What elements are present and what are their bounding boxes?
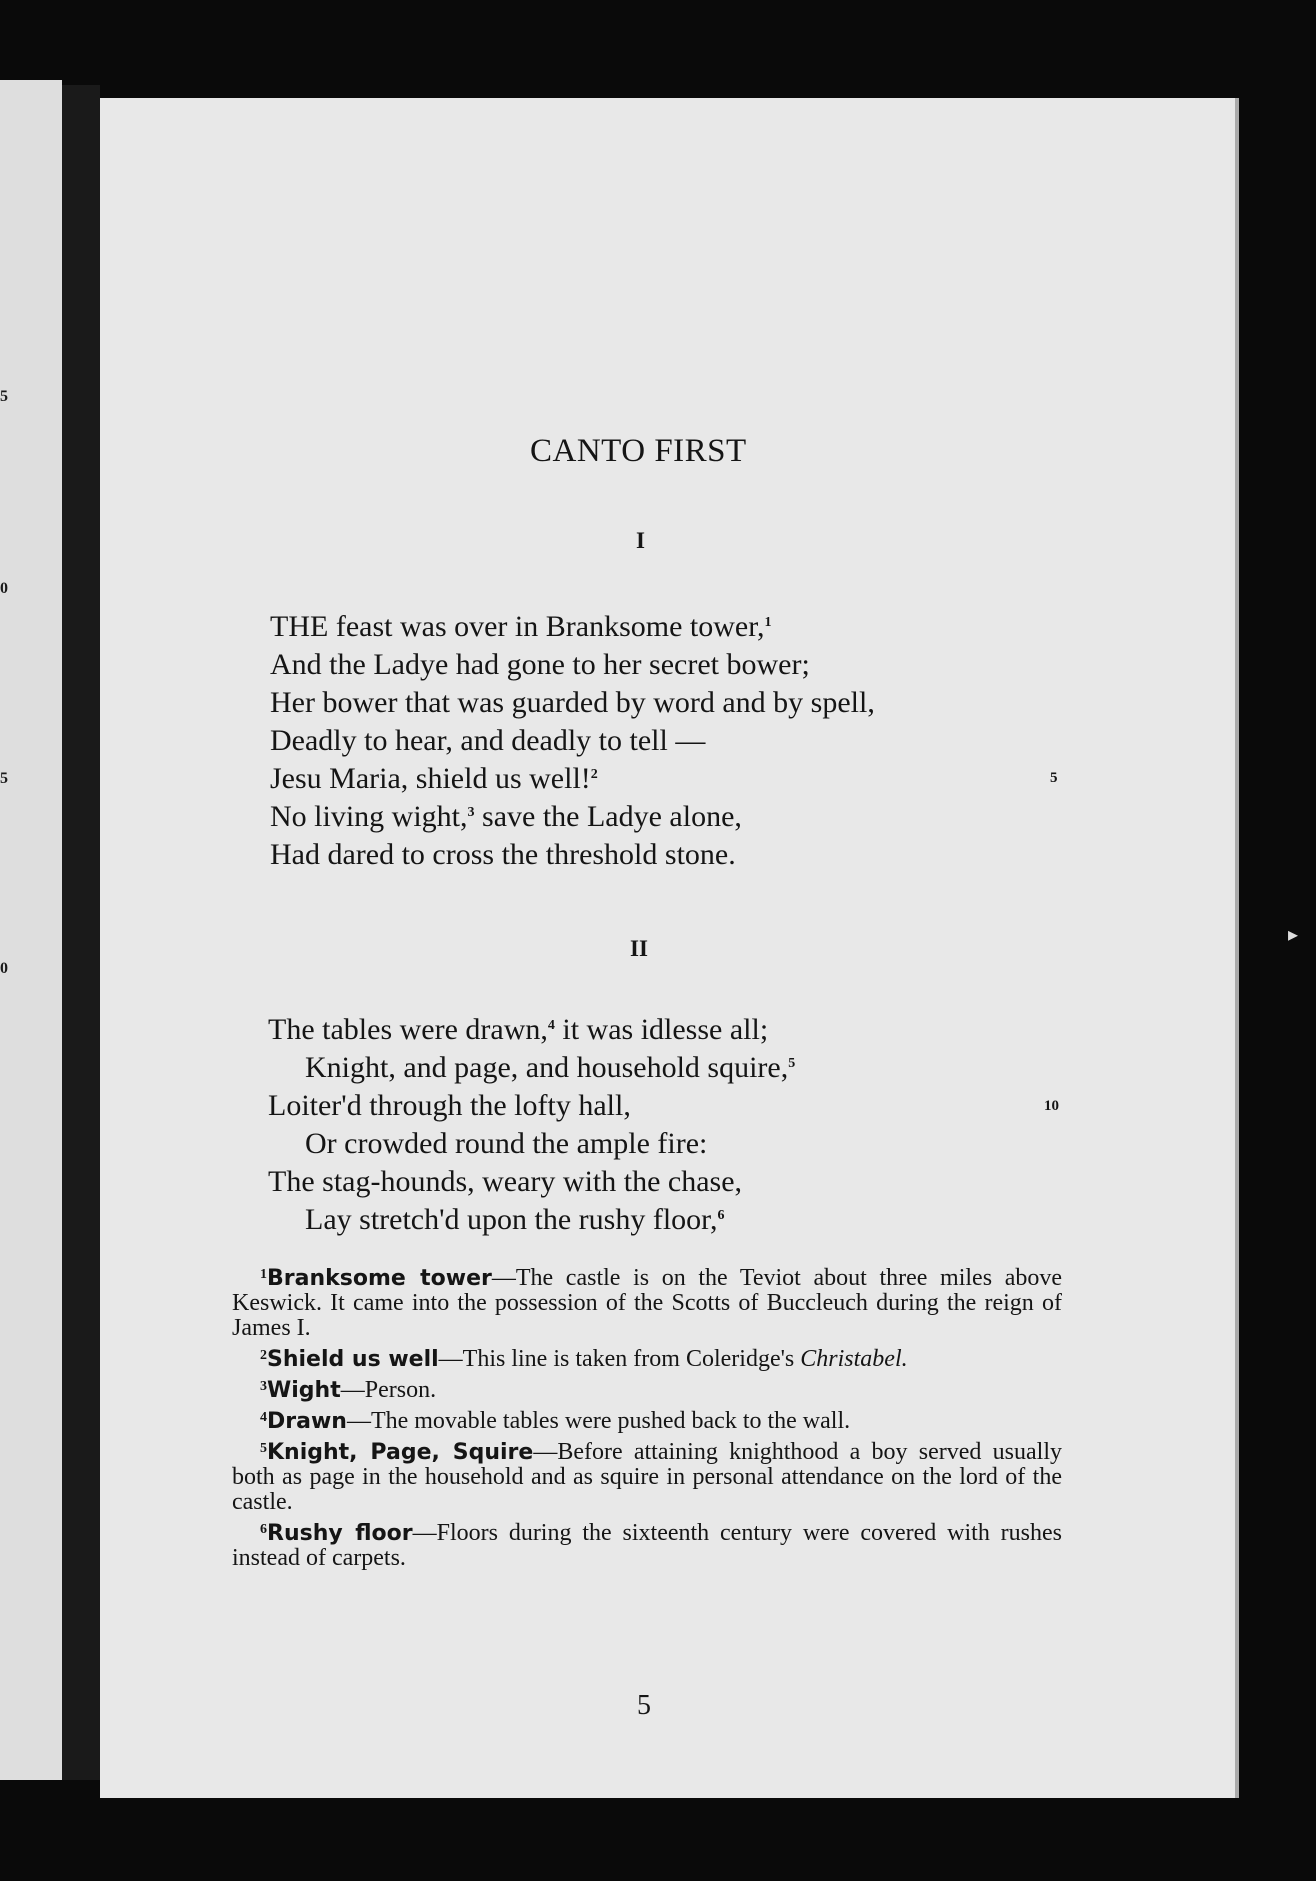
footnote-marker: 4 xyxy=(547,1018,555,1033)
verse-line: The stag-hounds, weary with the chase, xyxy=(268,1165,743,1198)
stanza-numeral: II xyxy=(630,936,648,961)
book-gutter xyxy=(62,85,100,1780)
line-number: 0 xyxy=(0,960,8,977)
stanza-numeral: I xyxy=(636,528,645,553)
footnote: $^1$Branksome tower—The castle is on the Teviot about three miles above Keswick. It came into the possession of the Scotts of Buccleuch during the reign of James I. xyxy=(232,1265,1062,1341)
footnote-marker: 3 xyxy=(467,805,475,820)
verse-line: Deadly to hear, and deadly to tell — xyxy=(270,724,706,757)
verse-line: Had dared to cross the threshold stone. xyxy=(270,838,736,871)
line-number: 10 xyxy=(1044,1098,1059,1114)
verse-line: Knight, and page, and household squire,$^5$ xyxy=(305,1051,796,1084)
footnote: $^5$Knight, Page, Squire—Before attaining knighthood a boy served usually both as page in the household and as squire in personal attendance on the lord of the castle. xyxy=(232,1439,1062,1515)
verse-line: Or crowded round the ample fire: xyxy=(305,1127,708,1160)
page-edge-shadow xyxy=(1235,98,1239,1798)
verse-line: Lay stretch'd upon the rushy floor,$^6$ xyxy=(305,1203,725,1236)
verse-line: Jesu Maria, shield us well!$^2$ xyxy=(270,762,598,795)
verse-line: THE feast was over in Branksome tower,$^1$ xyxy=(270,610,772,643)
footnote-marker: 1 xyxy=(764,615,772,630)
book-page xyxy=(100,98,1235,1798)
page-number: 5 xyxy=(637,1690,651,1721)
line-number: 0 xyxy=(0,580,8,597)
footnote: $^6$Rushy floor—Floors during the sixteenth century were covered with rushes instead of carpets. xyxy=(232,1520,1062,1571)
footnote: $^2$Shield us well—This line is taken from Coleridge's Christabel. xyxy=(260,1346,908,1372)
canto-title: CANTO FIRST xyxy=(530,433,747,469)
line-number: 5 xyxy=(0,388,8,405)
verse-line: Her bower that was guarded by word and by spell, xyxy=(270,686,875,719)
scan-speck: ▸ xyxy=(1288,924,1299,946)
facing-page-edge xyxy=(0,80,62,1780)
verse-line: The tables were drawn,$^4$ it was idlesse all; xyxy=(268,1013,769,1046)
line-number: 5 xyxy=(0,770,8,787)
footnote-marker: 5 xyxy=(788,1056,796,1071)
line-number: 5 xyxy=(1050,770,1058,786)
verse-line: And the Ladye had gone to her secret bower; xyxy=(270,648,810,681)
footnotes xyxy=(232,1266,1062,1577)
verse-line: No living wight,$^3$ save the Ladye alone, xyxy=(270,800,742,833)
footnote: $^4$Drawn—The movable tables were pushed back to the wall. xyxy=(260,1408,851,1434)
verse-line: Loiter'd through the lofty hall, xyxy=(268,1089,631,1122)
footnote-marker: 2 xyxy=(590,767,598,782)
footnote: $^3$Wight—Person. xyxy=(260,1377,437,1403)
footnote-marker: 6 xyxy=(717,1208,725,1223)
